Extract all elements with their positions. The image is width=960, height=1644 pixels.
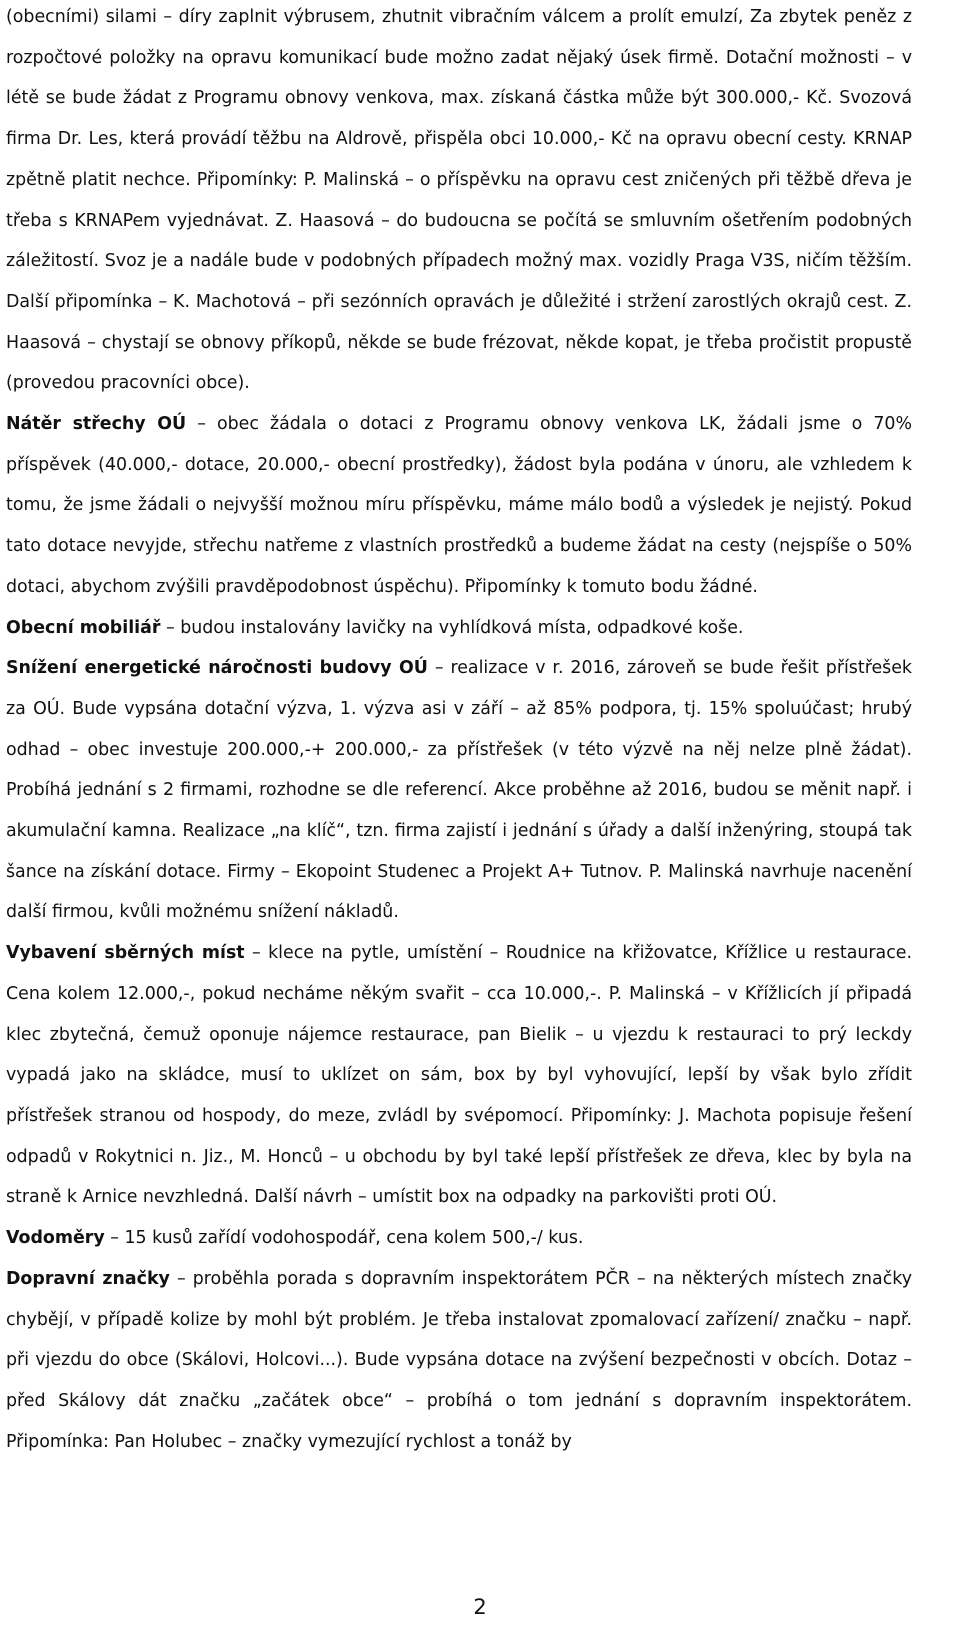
paragraph-text: – obec žádala o dotaci z Programu obnovy venkova LK, žádali jsme o 70% příspěvek (40.000,- dotace, 20.000,- obecní prostředky), žádost byla podána v únoru, ale vzhledem k tomu, že jsme žádali o nejvyšší možnou míru příspěvku, máme málo bodů a výsledek je nejistý. Pokud tato dotace nevyjde, střechu natřeme z vlastních prostředků a budeme žádat na cesty (nejspíše o 50% dotaci, abychom zvýšili pravděpodobnost úspěchu). Připomínky k tomuto bodu žádné.	[6, 414, 912, 597]
paragraph-traffic-signs	[6, 1259, 912, 1463]
paragraph-street-furniture	[6, 608, 912, 649]
paragraph-heading: Vodoměry	[6, 1228, 105, 1249]
paragraph-roof-painting	[6, 404, 912, 608]
paragraph-text: – 15 kusů zařídí vodohospodář, cena kolem 500,-/ kus.	[104, 1228, 584, 1249]
paragraph-heading: Obecní mobiliář	[6, 617, 161, 638]
paragraph-text: (obecními) silami – díry zaplnit výbrusem, zhutnit vibračním válcem a prolít emulzí, Za zbytek peněz z rozpočtové položky na opravu komunikací bude možno zadat nějaký úsek firmě. Dotační možnosti – v létě se bude žádat z Programu obnovy venkova, max. získaná částka může být 300.000,- Kč. Svozová firma Dr. Les, která provádí těžbu na Aldrově, přispěla obci 10.000,- Kč na opravu obecní cesty. KRNAP zpětně platit nechce. Připomínky: P. Malinská – o příspěvku na opravu cest zničených při těžbě dřeva je třeba s KRNAPem vyjednávat. Z. Haasová – do budoucna se počítá se smluvním ošetřením podobných záležitostí. Svoz je a nadále bude v podobných případech možný max. vozidly Praga V3S, ničím těžším. Další připomínka – K. Machotová – při sezónních opravách je důležité i stržení zarostlých okrajů cest. Z. Haasová – chystají se obnovy příkopů, někde se bude frézovat, někde kopat, je třeba pročistit propustě (provedou pracovníci obce).	[6, 7, 912, 394]
paragraph-heading: Nátěr střechy OÚ	[6, 414, 187, 435]
page-number: 2	[473, 1595, 487, 1619]
paragraph-text: – proběhla porada s dopravním inspektorátem PČR – na některých místech značky chybějí, v případě kolize by mohl být problém. Je třeba instalovat zpomalovací zařízení/ značku – např. při vjezdu do obce (Skálovi, Holcovi...). Bude vypsána dotace na zvýšení bezpečnosti v obcích. Dotaz – před Skálovy dát značku „začátek obce“ – probíhá o tom jednání s dopravním inspektorátem. Připomínka: Pan Holubec – značky vymezující rychlost a tonáž by	[6, 1268, 913, 1452]
paragraph-heading: Snížení energetické náročnosti budovy OÚ	[6, 658, 428, 679]
paragraph-text: – klece na pytle, umístění – Roudnice na křižovatce, Křížlice u restaurace. Cena kolem 12.000,-, pokud necháme někým svařit – cca 10.000,-. P. Malinská – v Křížlicích jí připadá klec zbytečná, čemuž oponuje nájemce restaurace, pan Bielik – u vjezdu k restauraci to prý leckdy vypadá jako na skládce, musí to uklízet on sám, box by byl vyhovující, lepší by však bylo zřídit přístřešek stranou od hospody, do meze, zvládl by svépomocí. Připomínky: J. Machota popisuje řešení odpadů v Rokytnici n. Jiz., M. Honců – u obchodu by byl také lepší přístřešek ze dřeva, klec by byla na straně k Arnice nevzhledná. Další návrh – umístit box na odpadky na parkovišti proti OÚ.	[6, 943, 912, 1208]
document-page	[6, 0, 912, 1462]
paragraph-heading: Vybavení sběrných míst	[6, 943, 245, 964]
paragraph-water-meters	[6, 1218, 912, 1259]
paragraph-heading: Dopravní značky	[6, 1268, 170, 1289]
paragraph-collection-points	[6, 933, 912, 1218]
paragraph-text: – realizace v r. 2016, zároveň se bude řešit přístřešek za OÚ. Bude vypsána dotační výzva, 1. výzva asi v září – až 85% podpora, tj. 15% spoluúčast; hrubý odhad – obec investuje 200.000,-+ 200.000,- za přístřešek (v této výzvě na něj nelze plně žádat). Probíhá jednání s 2 firmami, rozhodne se dle referencí. Akce proběhne až 2016, budou se měnit např. i akumulační kamna. Realizace „na klíč“, tzn. firma zajistí i jednání s úřady a další inženýring, stoupá tak šance na získání dotace. Firmy – Ekopoint Studenec a Projekt A+ Tutnov. P. Malinská navrhuje nacenění další firmou, kvůli možnému snížení nákladů.	[6, 658, 912, 923]
paragraph-energy-savings	[6, 648, 912, 933]
paragraph-text: – budou instalovány lavičky na vyhlídková místa, odpadkové koše.	[160, 617, 744, 638]
paragraph-road-repairs	[6, 0, 912, 404]
